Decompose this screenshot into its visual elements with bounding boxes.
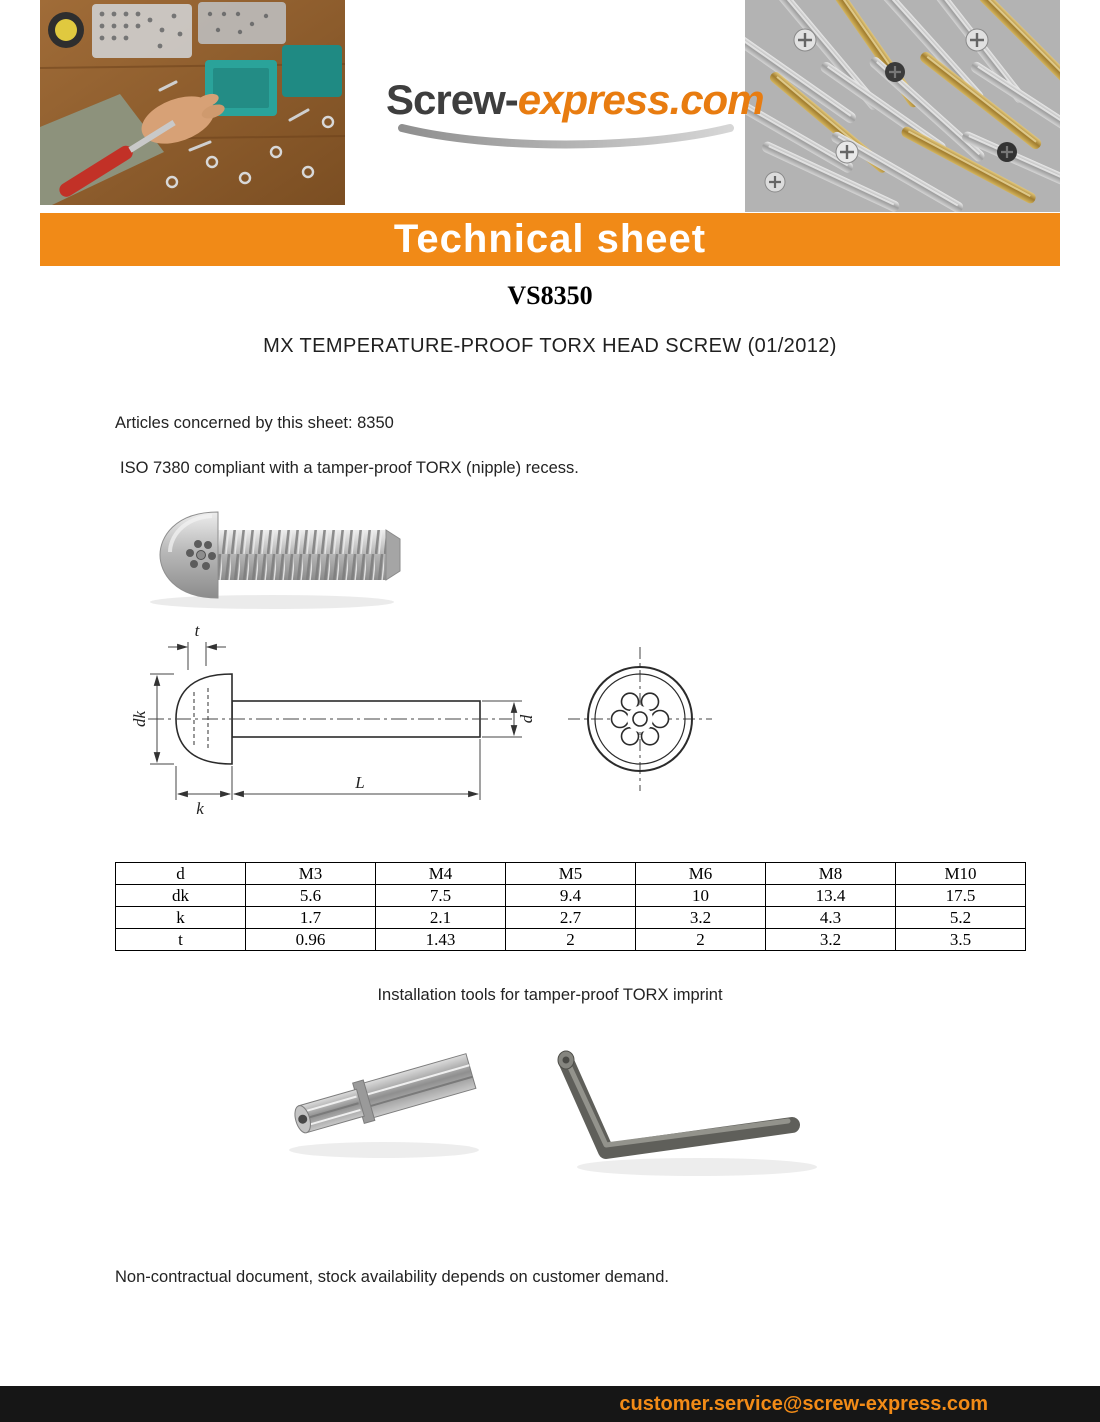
product-code: VS8350 — [507, 281, 593, 310]
logo-text-express: express.com — [517, 76, 764, 123]
table-cell: 17.5 — [896, 885, 1026, 907]
articles-line: Articles concerned by this sheet: 8350 — [115, 414, 394, 432]
torx-l-key-photo — [532, 1045, 827, 1190]
table-cell: 7.5 — [376, 885, 506, 907]
screw-product-photo — [132, 500, 412, 612]
dimensions-table — [115, 862, 1026, 951]
table-cell: 10 — [636, 885, 766, 907]
dim-label-t: t — [194, 621, 200, 640]
table-header-cell: d — [116, 863, 246, 885]
footer-bar — [0, 1386, 1100, 1422]
table-header-cell: M10 — [896, 863, 1026, 885]
table-cell: 2.1 — [376, 907, 506, 929]
dim-label-k: k — [196, 799, 204, 818]
banner-title: Technical sheet — [40, 213, 1060, 266]
table-header-row — [116, 863, 1026, 885]
table-cell: k — [116, 907, 246, 929]
table-cell: 5.6 — [246, 885, 376, 907]
table-cell: t — [116, 929, 246, 951]
torx-bit-photo — [272, 1028, 497, 1168]
table-cell: 2.7 — [506, 907, 636, 929]
table-header-cell: M6 — [636, 863, 766, 885]
tools-caption: Installation tools for tamper-proof TORX imprint — [377, 986, 723, 1004]
workbench-photo — [40, 0, 345, 205]
table-cell: 3.2 — [636, 907, 766, 929]
footer-email: customer.service@screw-express.com — [619, 1393, 988, 1415]
table-row — [116, 885, 1026, 907]
logo-text-screw: Screw- — [386, 76, 518, 123]
table-cell: dk — [116, 885, 246, 907]
table-cell: 3.5 — [896, 929, 1026, 951]
dim-label-L: L — [355, 773, 365, 792]
logo-swoosh — [396, 120, 736, 154]
table-header-cell: M3 — [246, 863, 376, 885]
iso-compliance-line: ISO 7380 compliant with a tamper-proof TORX (nipple) recess. — [120, 459, 579, 477]
non-contractual-note: Non-contractual document, stock availability depends on customer demand. — [115, 1268, 669, 1286]
table-row — [116, 907, 1026, 929]
table-cell: 1.43 — [376, 929, 506, 951]
screws-pile-photo — [745, 0, 1060, 212]
table-cell: 4.3 — [766, 907, 896, 929]
table-cell: 3.2 — [766, 929, 896, 951]
table-cell: 2 — [636, 929, 766, 951]
table-cell: 9.4 — [506, 885, 636, 907]
dim-label-dk: dk — [130, 710, 149, 728]
table-header-cell: M4 — [376, 863, 506, 885]
logo — [386, 76, 764, 124]
table-cell: 2 — [506, 929, 636, 951]
table-header-cell: M5 — [506, 863, 636, 885]
product-title: MX TEMPERATURE-PROOF TORX HEAD SCREW (01/2012) — [263, 335, 837, 357]
table-header-cell: M8 — [766, 863, 896, 885]
table-cell: 5.2 — [896, 907, 1026, 929]
technical-drawing — [120, 614, 740, 826]
table-cell: 1.7 — [246, 907, 376, 929]
table-cell: 0.96 — [246, 929, 376, 951]
table-cell: 13.4 — [766, 885, 896, 907]
table-row — [116, 929, 1026, 951]
dim-label-d: d — [517, 714, 536, 724]
